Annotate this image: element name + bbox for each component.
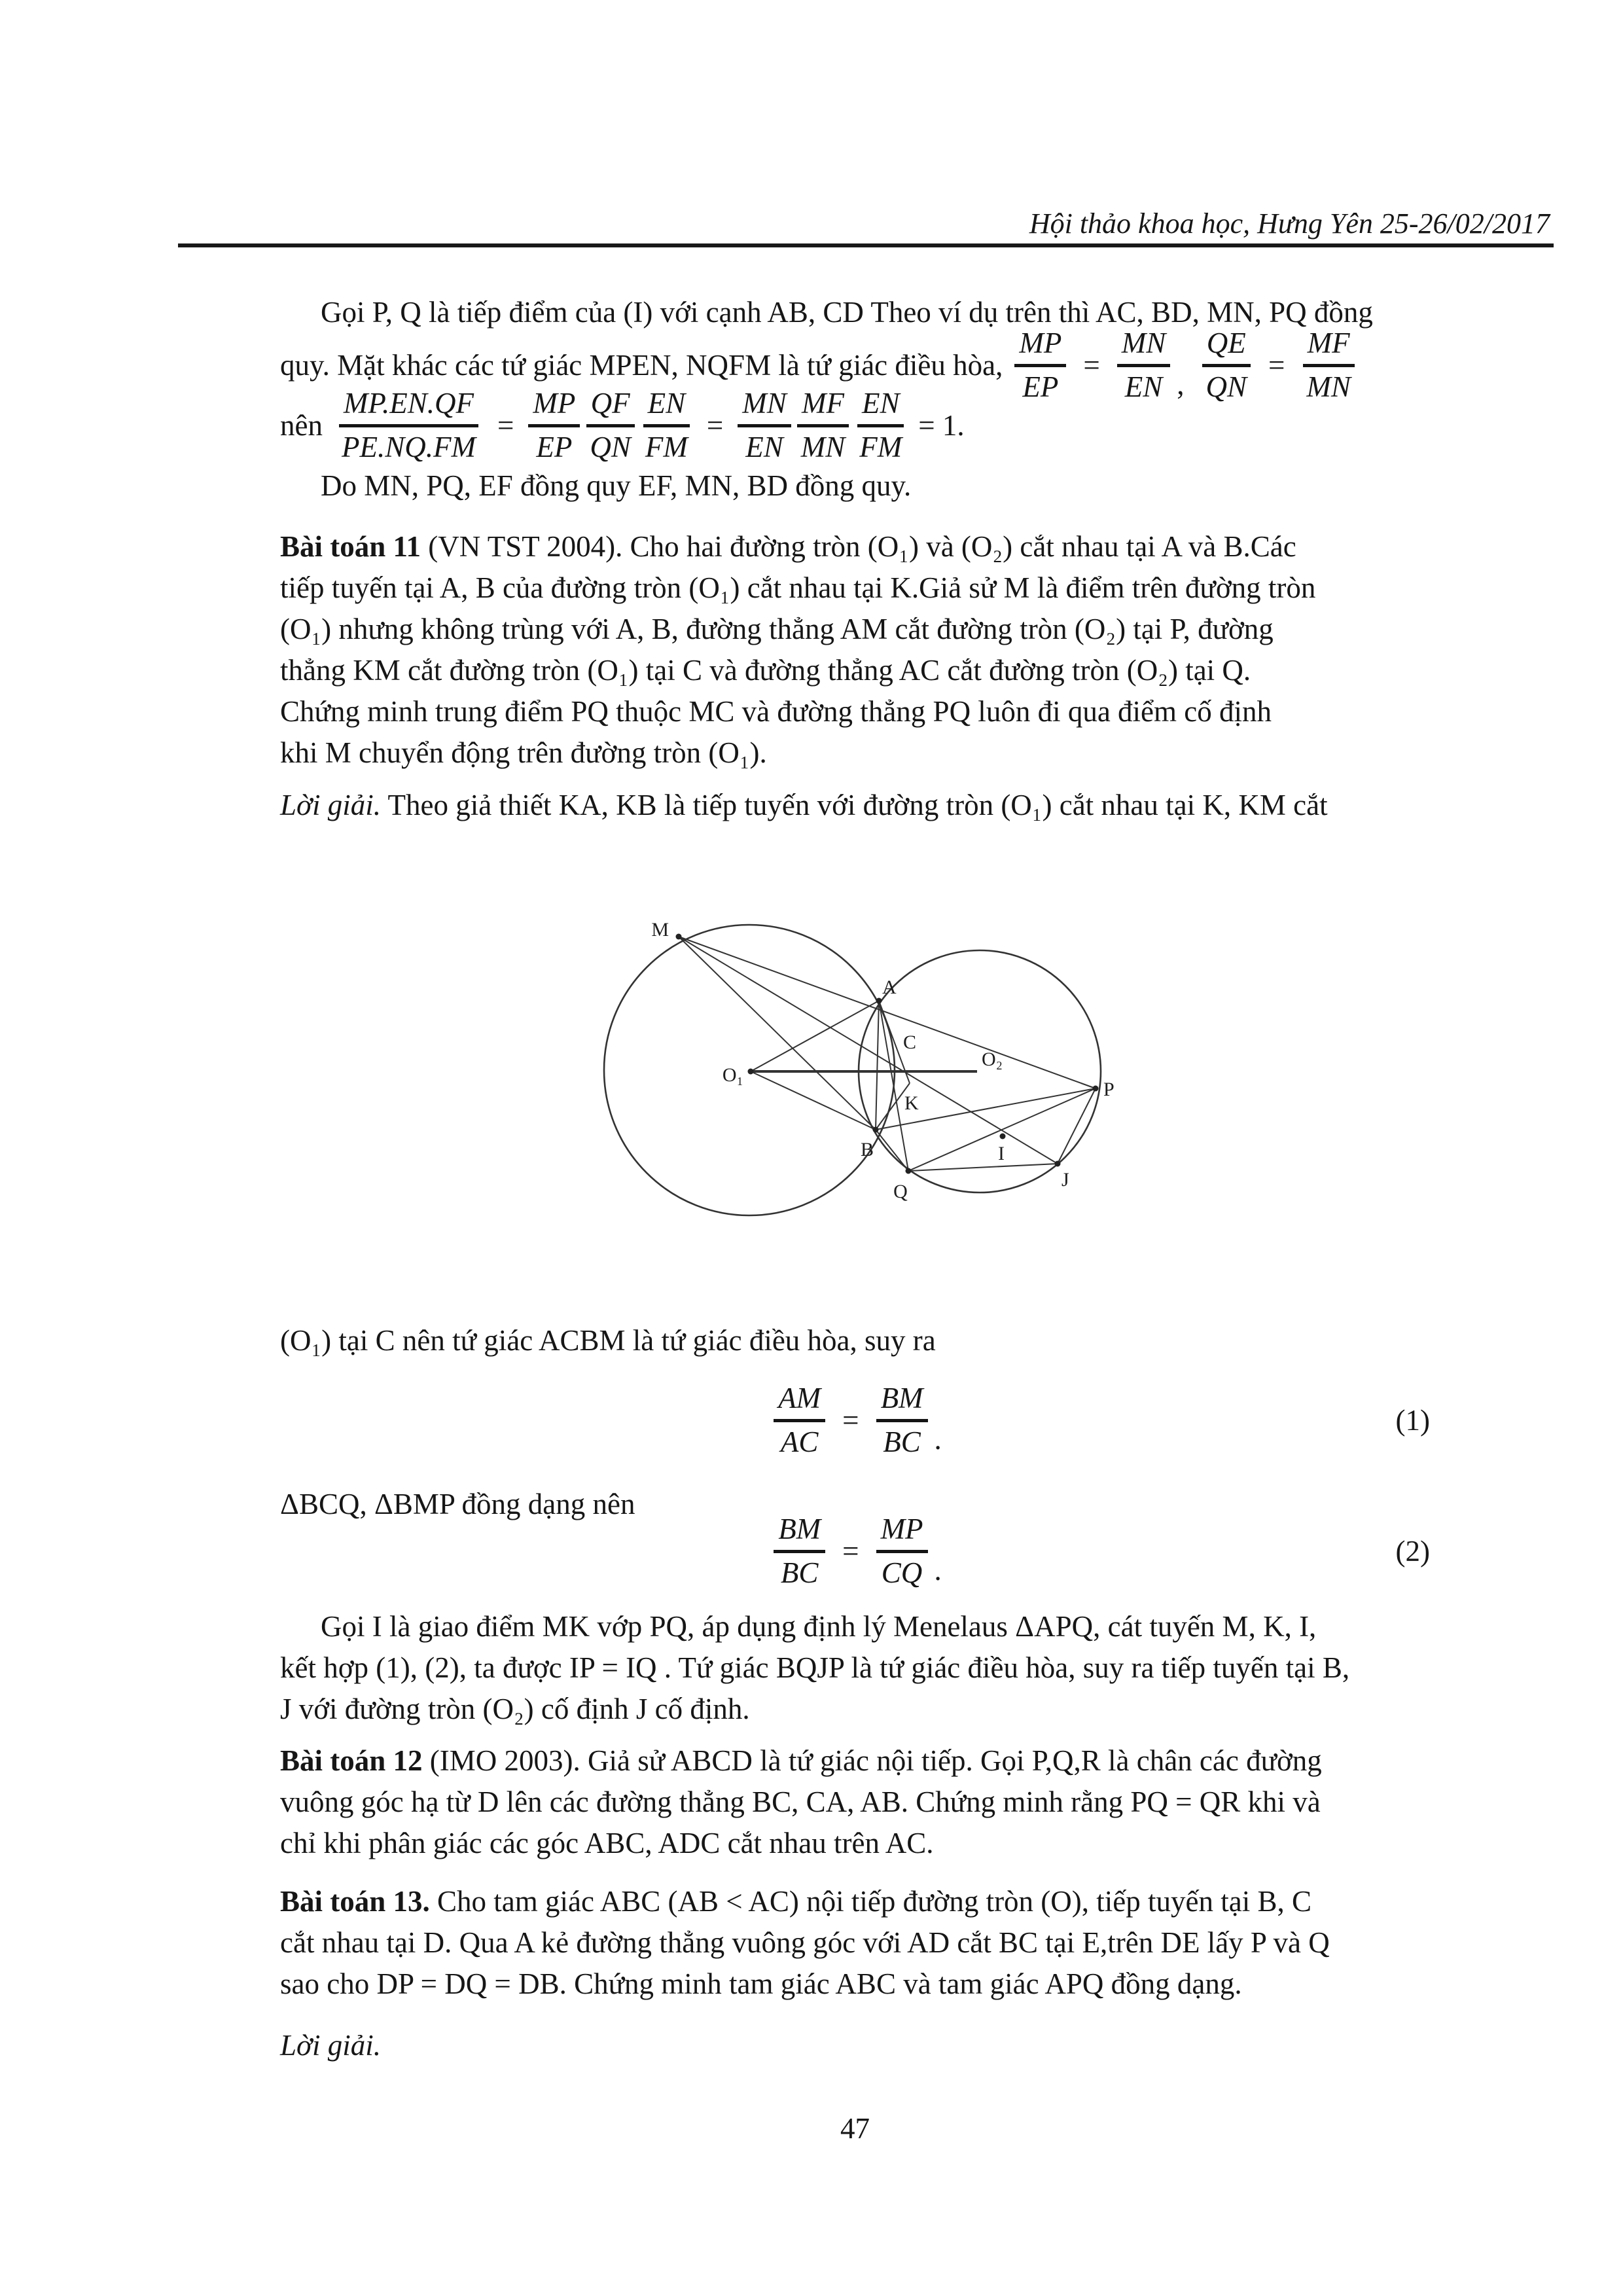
problem12-label: Bài toán 12 bbox=[280, 1744, 423, 1777]
equation-1 bbox=[280, 1381, 1430, 1460]
problem11-line2: tiếp tuyến tại A, B của đường tròn (O₁) cắt nhau tại K.Giả sử M là điểm trên đường tròn bbox=[280, 571, 1316, 604]
label-P: P bbox=[1103, 1079, 1115, 1100]
equation-tail: = 1. bbox=[918, 409, 965, 442]
point-Q bbox=[906, 1168, 912, 1174]
menelaus-line2: kết hợp (1), (2), ta được IP = IQ . Tứ giác BQJP là tứ giác điều hòa, suy ra tiếp tuyến tại B, bbox=[280, 1651, 1350, 1684]
point-O1 bbox=[748, 1069, 754, 1075]
problem13-line3: sao cho DP = DQ = DB. Chứng minh tam giác ABC và tam giác APQ đồng dạng. bbox=[280, 1967, 1242, 2000]
fraction-qf-qn: $\frac{QF}{QN}$ bbox=[585, 388, 635, 463]
point-J bbox=[1055, 1161, 1061, 1167]
point-B bbox=[873, 1127, 879, 1133]
label-A: A bbox=[882, 977, 897, 998]
segment-B-Q bbox=[876, 1130, 908, 1171]
solution13-label: Lời giải. bbox=[280, 2029, 382, 2062]
label-O1: O₁ bbox=[722, 1064, 743, 1086]
period: . bbox=[934, 1423, 942, 1456]
equals-sign: = bbox=[842, 1535, 859, 1568]
fraction-product-lhs: $\frac{MP.EN.QF}{PE.NQ.FM}$ bbox=[337, 388, 480, 463]
solution11-line1 bbox=[280, 785, 1430, 825]
para1-line2-text: quy. Mặt khác các tứ giác MPEN, NQFM là tứ giác điều hòa, bbox=[280, 349, 1003, 382]
header-rule bbox=[178, 243, 1554, 247]
segment-M-B bbox=[679, 937, 876, 1130]
para1-line1: Gọi P, Q là tiếp điểm của (I) với cạnh AB, CD Theo ví dụ trên thì AC, BD, MN, PQ đồng bbox=[321, 296, 1373, 329]
point-I bbox=[1000, 1134, 1006, 1139]
problem11-line5: Chứng minh trung điểm PQ thuộc MC và đường thẳng PQ luôn đi qua điểm cố định bbox=[280, 695, 1272, 728]
after-figure-line: (O₁) tại C nên tứ giác ACBM là tứ giác điều hòa, suy ra bbox=[280, 1324, 936, 1357]
segment-A-B bbox=[876, 1001, 879, 1130]
fraction-mn-en: $\frac{MN}{EN}$ bbox=[1117, 328, 1171, 403]
menelaus-line1: Gọi I là giao điểm MK vớp PQ, áp dụng định lý Menelaus ΔAPQ, cát tuyến M, K, I, bbox=[321, 1610, 1317, 1643]
similar-triangles-line: ΔBCQ, ΔBMP đồng dạng nên bbox=[280, 1488, 635, 1520]
equals-sign: = bbox=[842, 1404, 859, 1437]
label-C: C bbox=[903, 1031, 917, 1053]
period: . bbox=[934, 1554, 942, 1587]
equals-sign: = bbox=[1268, 349, 1285, 382]
menelaus-line3: J với đường tròn (O₂) cố định J cố định. bbox=[280, 1693, 750, 1725]
page-number: 47 bbox=[840, 2112, 870, 2145]
equation-2-number: (2) bbox=[1395, 1535, 1430, 1568]
problem13-statement: Cho tam giác ABC (AB < AC) nội tiếp đường tròn (O), tiếp tuyến tại B, C bbox=[429, 1885, 1311, 1918]
equation-lead: nên bbox=[280, 409, 323, 442]
geometry-figure bbox=[589, 910, 1126, 1230]
fraction-mf-mn: $\frac{MF}{MN}$ bbox=[796, 388, 850, 463]
problem13-label: Bài toán 13. bbox=[280, 1885, 430, 1918]
fraction-am-ac: $\frac{AM}{AC}$ bbox=[774, 1383, 825, 1458]
label-K: K bbox=[904, 1092, 919, 1114]
problem13-line2: cắt nhau tại D. Qua A kẻ đường thẳng vuông góc với AD cắt BC tại E,trên DE lấy P và Q bbox=[280, 1926, 1330, 1959]
para1-line4: Do MN, PQ, EF đồng quy EF, MN, BD đồng quy. bbox=[321, 469, 912, 502]
fraction-mn-en: $\frac{MN}{EN}$ bbox=[738, 388, 791, 463]
comma: , bbox=[1177, 368, 1185, 401]
label-Q: Q bbox=[893, 1181, 908, 1202]
problem12-line2: vuông góc hạ từ D lên các đường thẳng BC, CA, AB. Chứng minh rằng PQ = QR khi và bbox=[280, 1785, 1321, 1818]
label-I: I bbox=[998, 1143, 1005, 1164]
problem11-source: (VN TST 2004). bbox=[421, 530, 623, 563]
solution11-text: Theo giả thiết KA, KB là tiếp tuyến với đường tròn (O₁) cắt nhau tại K, KM cắt bbox=[381, 789, 1328, 821]
problem12-statement: Giả sử ABCD là tứ giác nội tiếp. Gọi P,Q,R là chân các đường bbox=[580, 1744, 1322, 1777]
problem12-source: (IMO 2003). bbox=[422, 1744, 580, 1777]
equals-sign: = bbox=[1083, 349, 1100, 382]
equals-sign: = bbox=[706, 409, 724, 442]
point-A bbox=[876, 998, 882, 1004]
label-O2: O₂ bbox=[982, 1049, 1003, 1070]
segment-Q-J bbox=[908, 1164, 1058, 1171]
para1-equation-nen bbox=[280, 386, 1430, 465]
segment-O1-B bbox=[751, 1071, 876, 1130]
fraction-en-fm: $\frac{EN}{FM}$ bbox=[855, 388, 906, 463]
problem12-line3: chỉ khi phân giác các góc ABC, ADC cắt nhau trên AC. bbox=[280, 1827, 934, 1859]
fraction-mp-ep: $\frac{MP}{EP}$ bbox=[1014, 328, 1066, 403]
fraction-mf-mn: $\frac{MF}{MN}$ bbox=[1302, 328, 1355, 403]
fraction-en-fm: $\frac{EN}{FM}$ bbox=[641, 388, 692, 463]
label-J: J bbox=[1061, 1169, 1069, 1191]
equation-2 bbox=[280, 1512, 1430, 1590]
segment-P-J bbox=[1058, 1088, 1096, 1164]
solution-label: Lời giải. bbox=[280, 789, 382, 821]
problem13-line1 bbox=[280, 1882, 1430, 1921]
page-header: Hội thảo khoa học, Hưng Yên 25-26/02/2017 bbox=[1029, 207, 1550, 240]
fraction-mp-ep: $\frac{MP}{EP}$ bbox=[528, 388, 580, 463]
problem11-line6: khi M chuyển động trên đường tròn (O₁). bbox=[280, 736, 767, 769]
fraction-mp-cq: $\frac{MP}{CQ}$ bbox=[876, 1514, 928, 1588]
equation-1-number: (1) bbox=[1395, 1404, 1430, 1437]
problem11-line4: thẳng KM cắt đường tròn (O₁) tại C và đường thẳng AC cắt đường tròn (O₂) tại Q. bbox=[280, 654, 1251, 687]
problem11-statement: Cho hai đường tròn (O₁) và (O₂) cắt nhau tại A và B.Các bbox=[622, 530, 1296, 563]
label-B: B bbox=[860, 1139, 874, 1160]
problem11-line1 bbox=[280, 527, 1430, 566]
point-M bbox=[676, 934, 682, 940]
problem11-line3: (O₁) nhưng không trùng với A, B, đường thẳng AM cắt đường tròn (O₂) tại P, đường bbox=[280, 613, 1274, 645]
fraction-qe-qn: $\frac{QE}{QN}$ bbox=[1201, 328, 1251, 403]
problem11-label: Bài toán 11 bbox=[280, 530, 421, 563]
problem12-line1 bbox=[280, 1741, 1430, 1780]
equals-sign: = bbox=[497, 409, 514, 442]
fraction-bm-bc: $\frac{BM}{BC}$ bbox=[774, 1514, 825, 1588]
fraction-bm-bc: $\frac{BM}{BC}$ bbox=[876, 1383, 928, 1458]
point-P bbox=[1093, 1086, 1099, 1092]
label-M: M bbox=[651, 919, 669, 941]
